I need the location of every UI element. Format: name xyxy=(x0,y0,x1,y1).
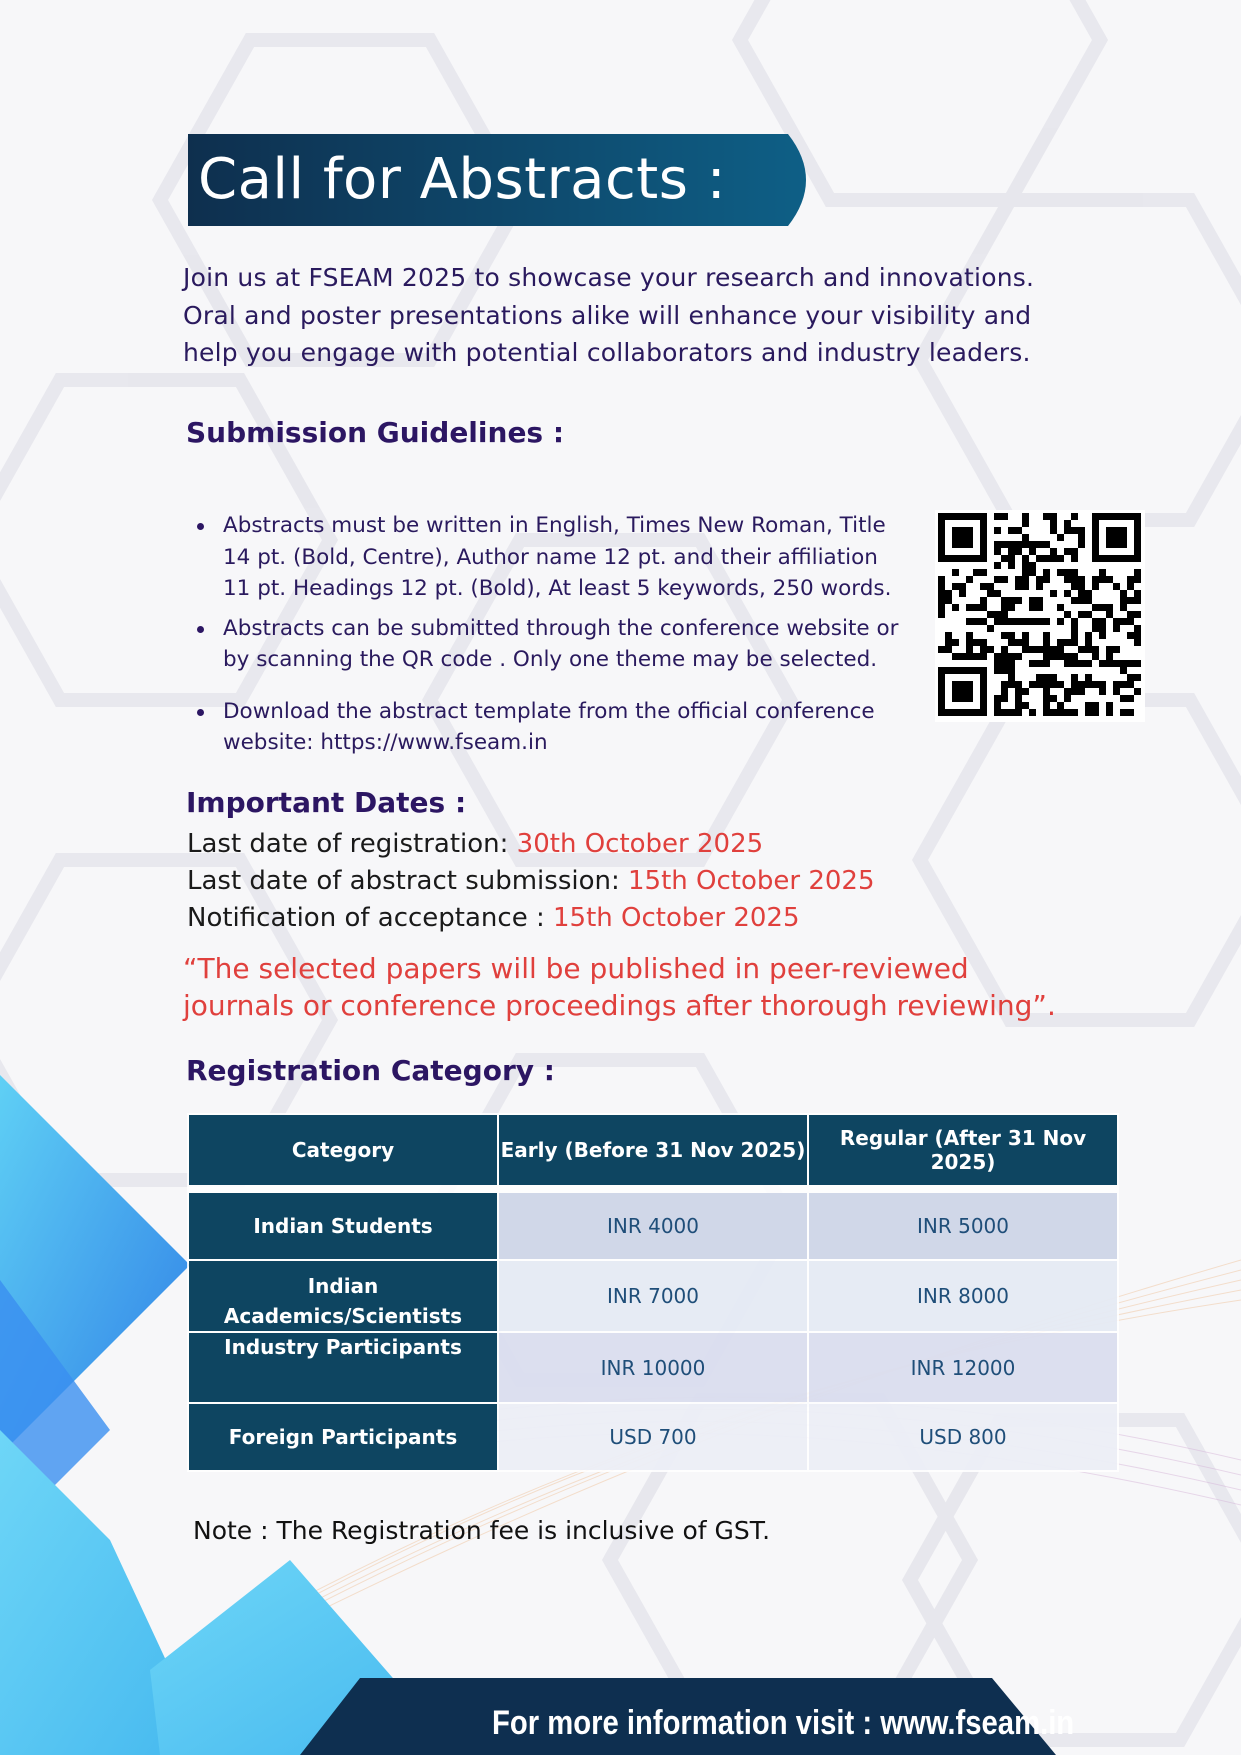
acceptance-notification xyxy=(187,903,800,933)
footer-bar xyxy=(0,1678,1241,1755)
qr-pattern xyxy=(935,510,1145,722)
early-fee-cell: USD 700 xyxy=(499,1404,807,1470)
early-fee-cell: INR 10000 xyxy=(499,1333,807,1402)
registration-category-heading: Registration Category : xyxy=(186,1054,555,1087)
date-value: 15th October 2025 xyxy=(552,903,800,933)
column-header: Regular (After 31 Nov 2025) xyxy=(809,1115,1117,1185)
table-row xyxy=(189,1404,1117,1470)
column-header: Early (Before 31 Nov 2025) xyxy=(499,1115,807,1185)
category-cell: Industry Participants xyxy=(189,1333,497,1402)
list-item xyxy=(190,510,910,605)
list-item xyxy=(190,613,910,676)
table-header-row xyxy=(189,1115,1117,1185)
guidelines-list xyxy=(190,510,910,759)
regular-fee-cell: INR 5000 xyxy=(809,1193,1117,1259)
category-cell xyxy=(189,1261,497,1331)
date-label: Last date of registration: xyxy=(187,829,517,859)
category-line: Indian xyxy=(307,1274,379,1298)
gst-note: Note : The Registration fee is inclusive of GST. xyxy=(193,1516,771,1545)
call-for-abstracts-banner xyxy=(188,134,824,226)
bullet-icon xyxy=(197,523,204,530)
publication-note: “The selected papers will be published in peer-reviewed journals or conference proceedings after thorough reviewing”. xyxy=(183,952,1056,1022)
important-dates-heading: Important Dates : xyxy=(186,786,467,819)
banner-title: Call for Abstracts : xyxy=(198,147,727,212)
intro-paragraph: Join us at FSEAM 2025 to showcase your research and innovations. Oral and poster presentations alike will enhance your visibility and help you engage with potential collaborators and industry leaders. xyxy=(183,263,1035,367)
date-value: 15th October 2025 xyxy=(628,866,875,896)
date-label: Notification of acceptance : xyxy=(187,903,553,933)
date-label: Last date of abstract submission: xyxy=(187,866,628,896)
table-row xyxy=(189,1333,1117,1402)
footer-link[interactable]: For more information visit : www.fseam.in xyxy=(492,1704,1075,1742)
early-fee-cell: INR 7000 xyxy=(499,1261,807,1331)
category-cell: Indian Students xyxy=(189,1193,497,1259)
early-fee-cell: INR 4000 xyxy=(499,1193,807,1259)
date-value: 30th October 2025 xyxy=(516,829,764,859)
row-spacer xyxy=(189,1187,1117,1191)
bullet-icon xyxy=(197,626,204,633)
guideline-text: Download the abstract template from the official conference website: https://www.fseam.in xyxy=(223,698,875,755)
regular-fee-cell: INR 8000 xyxy=(809,1261,1117,1331)
category-cell: Foreign Participants xyxy=(189,1404,497,1470)
bullet-icon xyxy=(197,709,204,716)
category-line: Academics/Scientists xyxy=(223,1304,463,1328)
qr-code[interactable] xyxy=(935,510,1145,722)
guideline-text: Abstracts must be written in English, Times New Roman, Title 14 pt. (Bold, Centre), Author name 12 pt. and their affiliation 11 pt. Headings 12 pt. (Bold), At least 5 keywords, 250 words. xyxy=(223,513,892,601)
submission-guidelines-heading: Submission Guidelines : xyxy=(186,416,565,449)
list-item xyxy=(190,696,910,759)
registration-fee-table xyxy=(187,1113,1119,1472)
regular-fee-cell: INR 12000 xyxy=(809,1333,1117,1402)
abstract-deadline xyxy=(187,866,875,896)
column-header: Category xyxy=(189,1115,497,1185)
guideline-text: Abstracts can be submitted through the conference website or by scanning the QR code . Only one theme may be selected. xyxy=(223,615,899,672)
registration-deadline xyxy=(187,829,763,859)
regular-fee-cell: USD 800 xyxy=(809,1404,1117,1470)
table-row xyxy=(189,1193,1117,1259)
table-row xyxy=(189,1261,1117,1331)
